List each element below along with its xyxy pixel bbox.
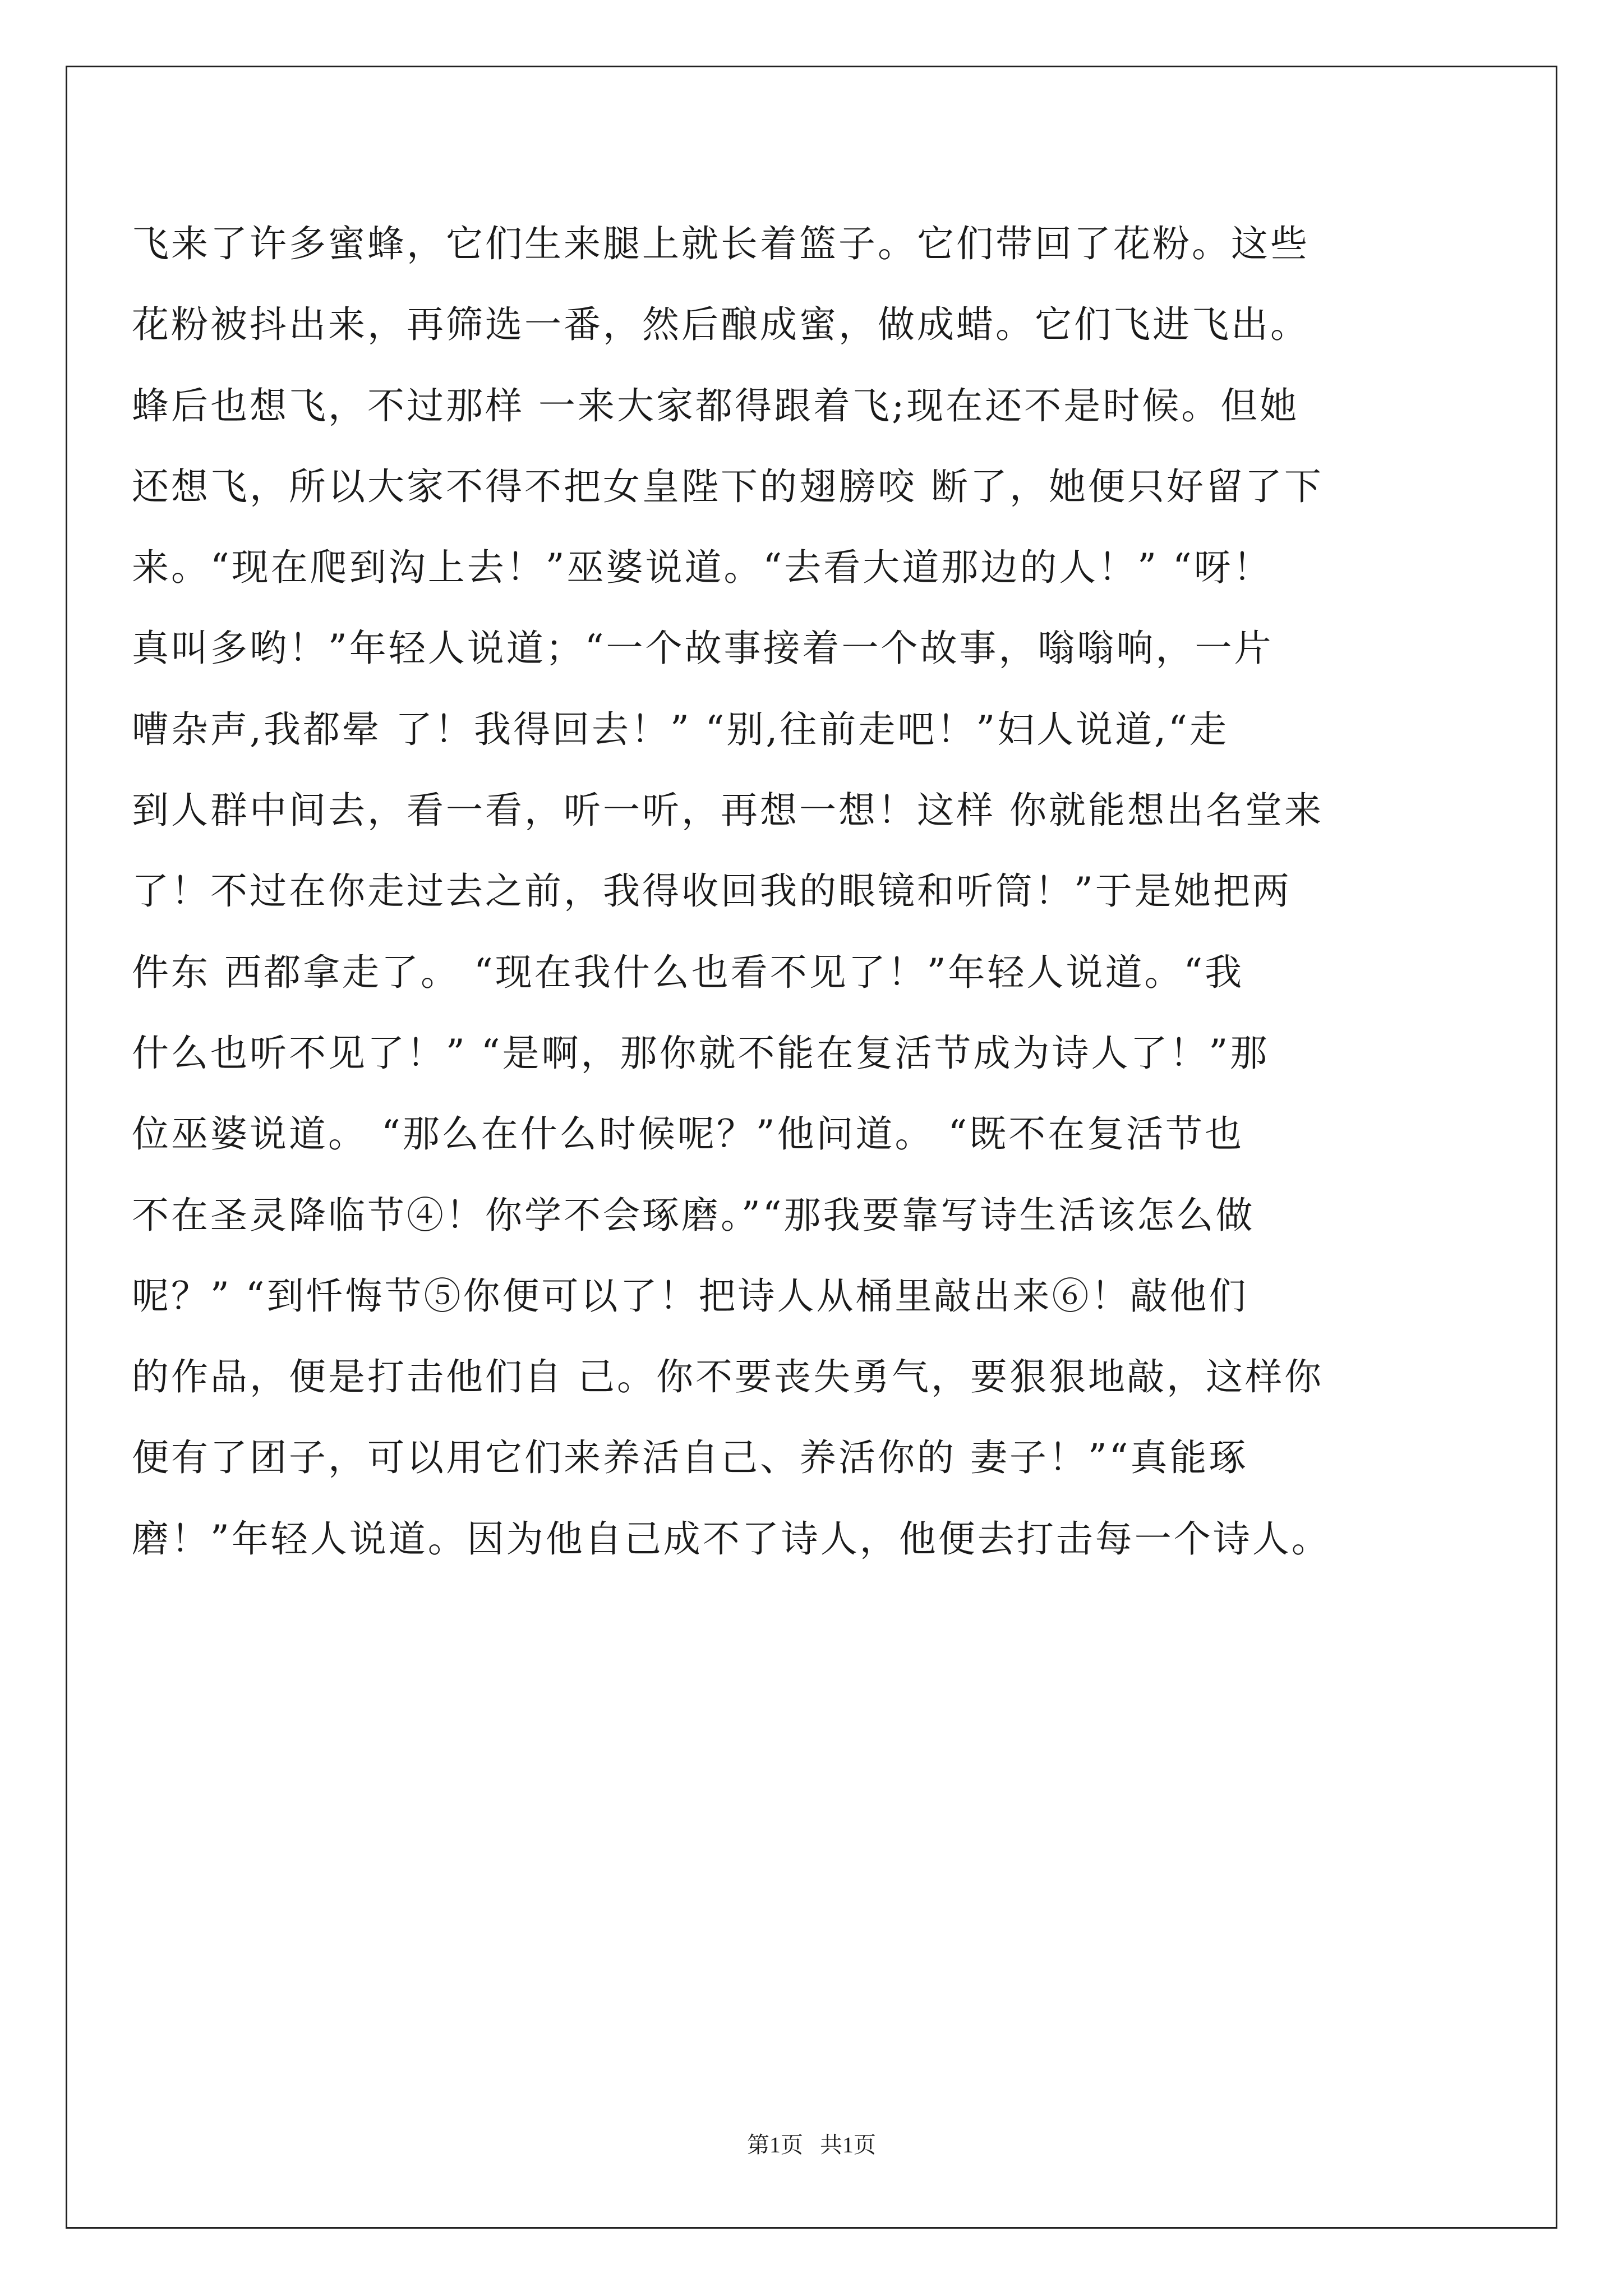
text-line: 件东 西都拿走了。 “现在我什么也看不见了！”年轻人说道。“我 — [132, 950, 1244, 994]
text-line: 的作品，便是打击他们自 己。你不要丧失勇气，要狠狠地敲，这样你 — [132, 1355, 1324, 1399]
text-line: 还想飞，所以大家不得不把女皇陛下的翅膀咬 断了，她便只好留了下 — [132, 464, 1324, 508]
text-line: 到人群中间去，看一看，听一听，再想一想！这样 你就能想出名堂来 — [132, 789, 1324, 832]
page-number-footer: 第1页 共1页 — [747, 2132, 876, 2157]
text-line: 蜂后也想飞，不过那样 一来大家都得跟着飞;现在还不是时候。但她 — [132, 384, 1299, 427]
text-line: 磨！”年轻人说道。因为他自己成不了诗人，他便去打击每一个诗人。 — [132, 1517, 1331, 1561]
text-line: 来。“现在爬到沟上去！”巫婆说道。“去看大道那边的人！” “呀！ — [132, 546, 1272, 590]
text-line: 不在圣灵降临节④！你学不会琢磨。”“那我要靠写诗生活该怎么做 — [132, 1193, 1255, 1237]
text-line: 飞来了许多蜜蜂，它们生来腿上就长着篮子。它们带回了花粉。这些 — [132, 222, 1310, 265]
text-line: 位巫婆说道。 “那么在什么时候呢？”他问道。 “既不在复活节也 — [132, 1112, 1244, 1156]
text-line: 真叫多哟！”年轻人说道；“一个故事接着一个故事，嗡嗡响，一片 — [132, 627, 1274, 670]
text-line: 什么也听不见了！” “是啊，那你就不能在复活节成为诗人了！”那 — [132, 1031, 1270, 1075]
text-line: 嘈杂声,我都晕 了！我得回去！” “别,往前走吧！”妇人说道,“走 — [132, 707, 1229, 751]
text-line: 便有了团子，可以用它们来养活自己、养活你的 妻子！”“真能琢 — [132, 1436, 1248, 1480]
text-line: 花粉被抖出来，再筛选一番，然后酿成蜜，做成蜡。它们飞进飞出。 — [132, 303, 1310, 347]
text-line: 呢？” “到忏悔节⑤你便可以了！把诗人从桶里敲出来⑥！敲他们 — [132, 1274, 1248, 1318]
body-text — [132, 204, 1500, 1580]
text-line: 了！不过在你走过去之前，我得收回我的眼镜和听筒！”于是她把两 — [132, 869, 1292, 913]
